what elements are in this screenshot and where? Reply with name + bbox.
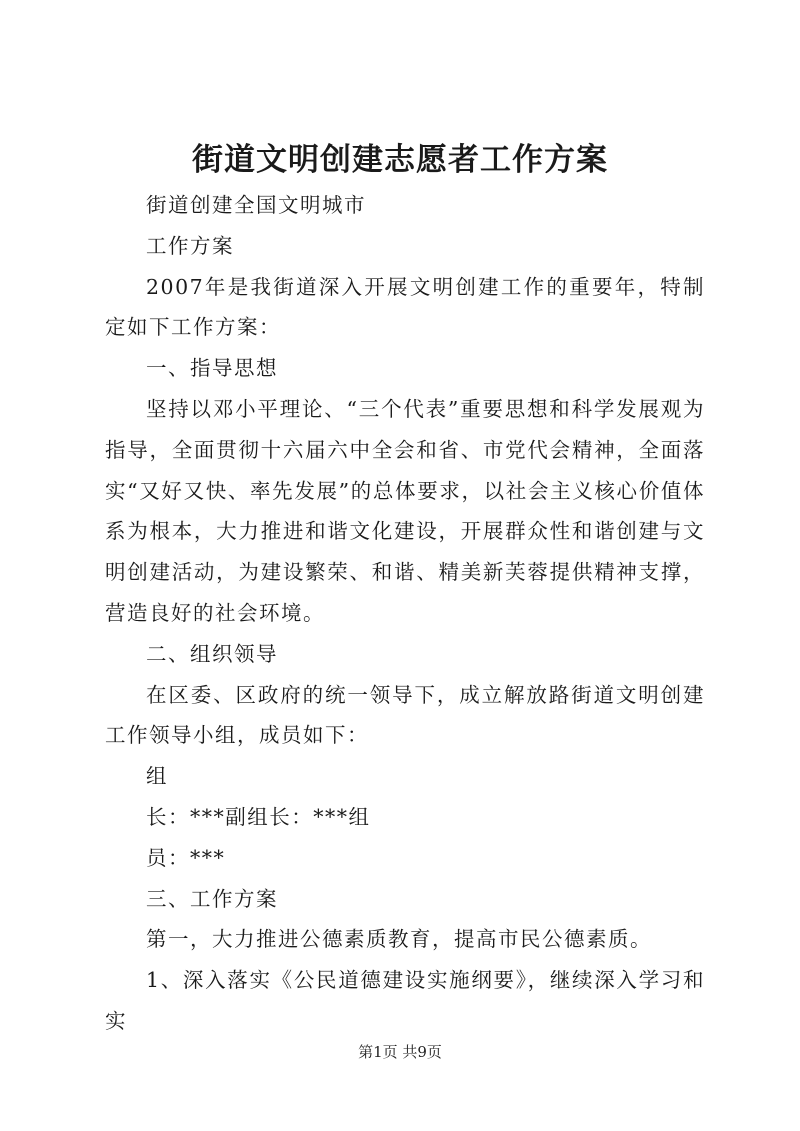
paragraph: 坚持以邓小平理论、“三个代表”重要思想和科学发展观为指导，全面贯彻十六届六中全会和省、市党代会精神，全面落实“又好又快、率先发展”的总体要求，以社会主义核心价值体系为根本，大力推进和谐文化建设，开展群众性和谐创建与文明创建活动，为建设繁荣、和谐、精美新芙蓉提供精神支撑，营造良好的社会环境。 xyxy=(105,396,705,625)
document-title: 街道文明创建志愿者工作方案 xyxy=(192,142,608,178)
section-heading: 一、指导思想 xyxy=(146,356,278,381)
paragraph: 员：*** xyxy=(146,845,226,870)
paragraph: 组 xyxy=(146,764,168,789)
paragraph: 在区委、区政府的统一领导下，成立解放路街道文明创建工作领导小组，成员如下： xyxy=(105,682,705,748)
section-heading: 三、工作方案 xyxy=(146,886,278,911)
paragraph: 2007年是我街道深入开展文明创建工作的重要年，特制定如下工作方案： xyxy=(105,274,705,340)
section-heading: 二、组织领导 xyxy=(146,641,278,666)
paragraph: 长：***副组长：***组 xyxy=(146,804,371,829)
paragraph: 第一，大力推进公德素质教育，提高市民公德素质。 xyxy=(146,927,652,952)
paragraph: 工作方案 xyxy=(146,233,234,258)
page-number-footer: 第1页 共9页 xyxy=(358,1043,442,1061)
paragraph: 街道创建全国文明城市 xyxy=(146,193,366,217)
paragraph: 1、深入落实《公民道德建设实施纲要》，继续深入学习和实 xyxy=(105,968,705,1033)
document-body xyxy=(105,185,705,1042)
